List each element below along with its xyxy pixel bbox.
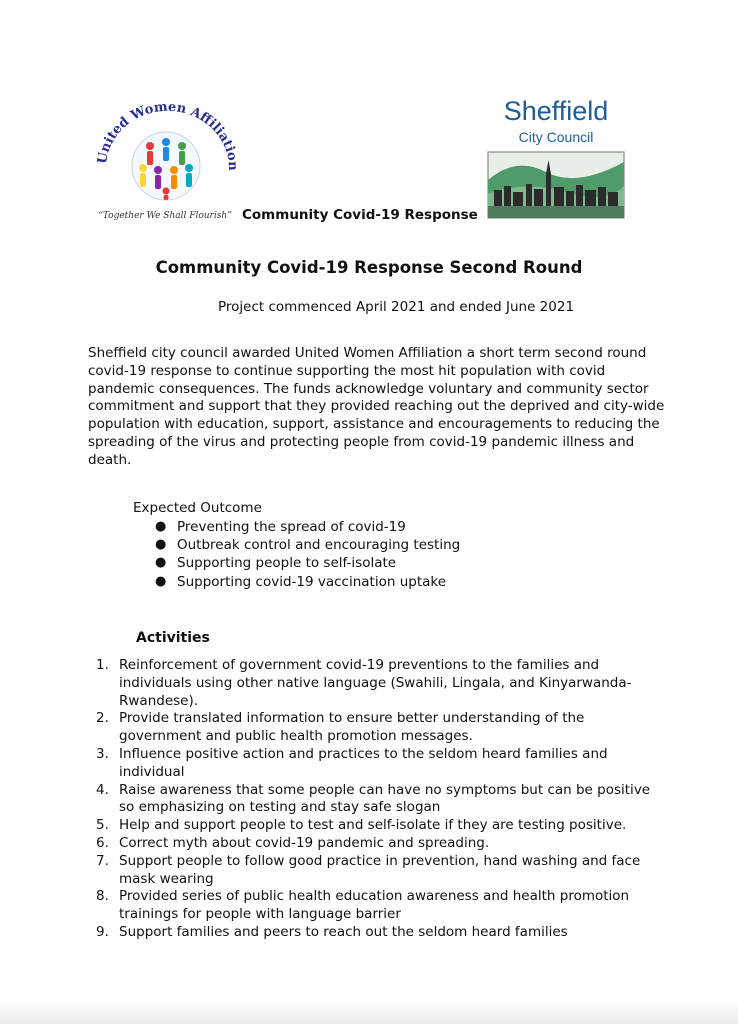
outcome-item: ● Outbreak control and encouraging testing bbox=[155, 537, 461, 554]
header-tag: Community Covid-19 Response bbox=[242, 207, 478, 223]
activity-item: 1. Reinforcement of government covid-19 preventions to the families and individuals using other native language (Swahili, Lingala, and Kinyarwanda- Rwandese). bbox=[96, 657, 632, 709]
intro-line: Sheffield city council awarded United Women Affiliation a short term second round bbox=[88, 345, 647, 361]
activity-item: 2. Provide translated information to ensure better understanding of the government and public health promotion messages. bbox=[96, 710, 585, 745]
united-women-affiliation-logo bbox=[88, 98, 243, 223]
activity-item: 7. Support people to follow good practice in prevention, hand washing and face mask wearing bbox=[96, 852, 641, 887]
activity-item: 4. Raise awareness that some people can have no symptoms but can be positive so emphasizing on testing and stay safe slogan bbox=[96, 781, 651, 816]
intro-line: commitment and support that they provided reaching out the deprived and city-wide bbox=[88, 398, 665, 415]
intro-line: pandemic consequences. The funds acknowledge voluntary and community sector bbox=[88, 380, 649, 397]
intro-paragraph bbox=[88, 345, 663, 470]
city-skyline-icon bbox=[488, 152, 624, 218]
bullet-icon: ● bbox=[155, 519, 167, 534]
activity-item: 9. Support families and peers to reach out the seldom heard families bbox=[96, 923, 568, 940]
outcome-item: ● Supporting covid-19 vaccination uptake bbox=[155, 573, 447, 590]
activity-item: 3. Influence positive action and practices to the seldom heard families and individual bbox=[96, 745, 608, 780]
expected-outcome-list bbox=[155, 518, 460, 591]
uwa-motto: “Together We Shall Flourish” bbox=[98, 211, 232, 221]
intro-line: population with education, support, assistance and encouragements to reducing the bbox=[88, 416, 660, 433]
activity-item: 8. Provided series of public health education awareness and health promotion trainings for people with language barrier bbox=[96, 888, 630, 923]
bullet-icon: ● bbox=[155, 573, 167, 589]
sheffield-city-council-logo bbox=[486, 90, 626, 220]
activity-item: 5. Help and support people to test and self-isolate if they are testing positive. bbox=[96, 817, 627, 834]
scc-name-line1: Sheffield bbox=[503, 96, 609, 126]
intro-line: spreading of the virus and protecting people from covid-19 pandemic illness and bbox=[88, 433, 635, 450]
uwa-ring-text: United Women Affiliation bbox=[95, 99, 241, 171]
project-dates: Project commenced April 2021 and ended June 2021 bbox=[218, 299, 575, 315]
activities-heading: Activities bbox=[136, 630, 210, 646]
document-title: Community Covid-19 Response Second Round bbox=[155, 258, 583, 277]
intro-line: covid-19 response to continue supporting the most hit population with covid bbox=[88, 362, 606, 379]
activities-list bbox=[96, 657, 656, 942]
scc-name-line2: City Council bbox=[518, 129, 594, 145]
outcome-item: ● Preventing the spread of covid-19 bbox=[155, 519, 406, 535]
outcome-item: ● Supporting people to self-isolate bbox=[155, 555, 397, 572]
bullet-icon: ● bbox=[155, 555, 167, 571]
page-bottom-edge bbox=[0, 1000, 738, 1024]
expected-outcome-heading: Expected Outcome bbox=[133, 500, 262, 516]
intro-line: death. bbox=[88, 451, 132, 468]
activity-item: 6. Correct myth about covid-19 pandemic and spreading. bbox=[96, 834, 490, 851]
bullet-icon: ● bbox=[155, 537, 167, 553]
